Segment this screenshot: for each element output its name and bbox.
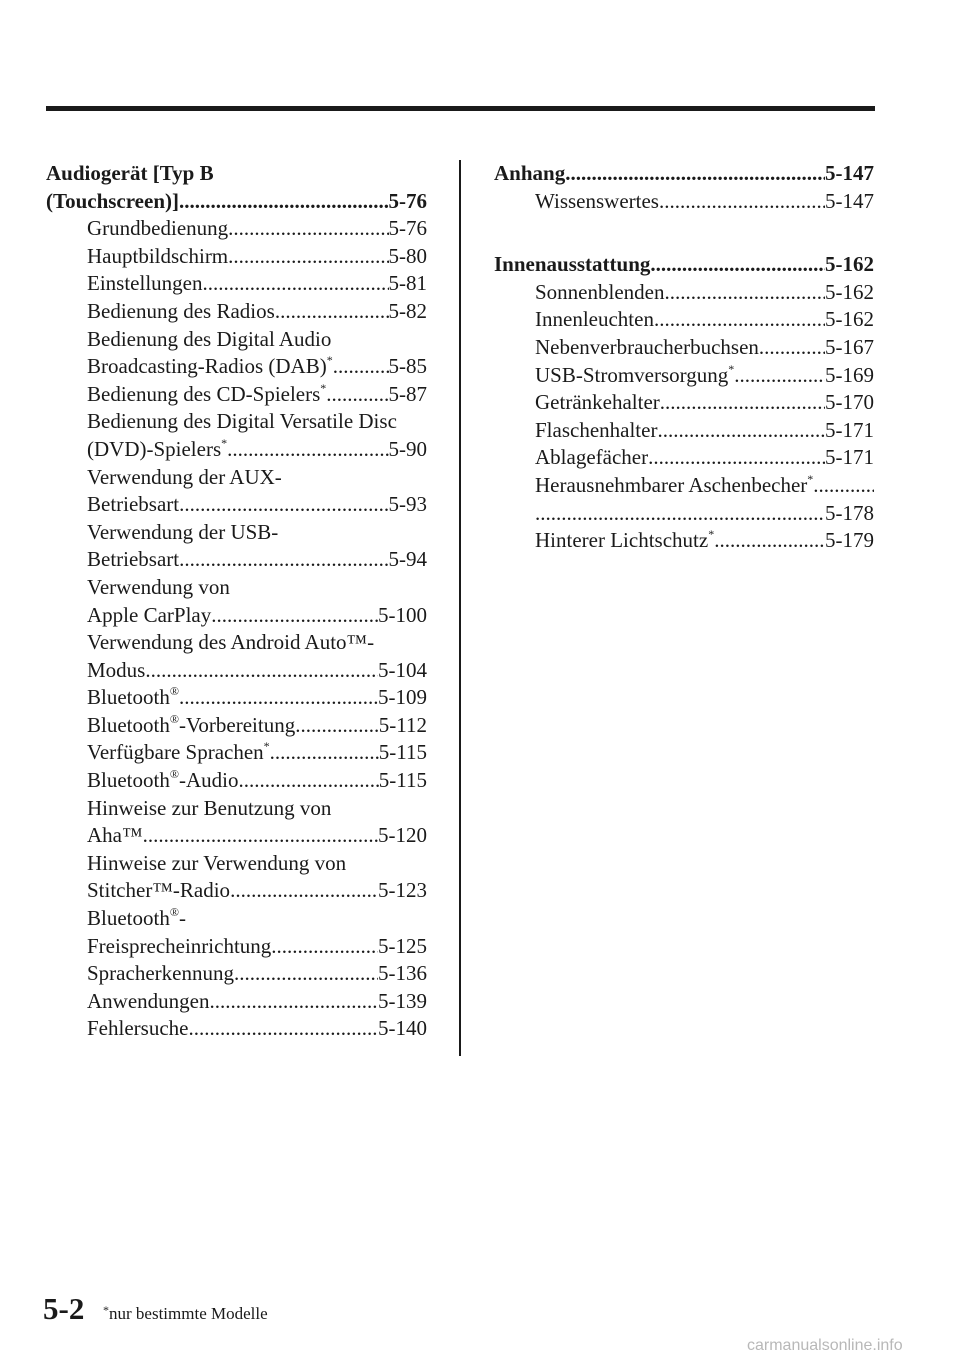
toc-entry-label: Hauptbildschirm	[87, 243, 229, 268]
page-ref: 5-139	[378, 988, 427, 1013]
page-ref: 5-136	[378, 961, 427, 986]
page-ref: 5-85	[388, 354, 427, 379]
toc-entry[interactable]	[46, 270, 427, 298]
toc-entry-label: Verfügbare Sprachen*	[87, 739, 270, 765]
toc-entry-label: Ablagefächer	[535, 445, 649, 470]
page-number: 5-2	[43, 1291, 85, 1326]
superscript-mark: *	[708, 527, 715, 542]
toc-entry-prefix: Hinweise zur Benutzung von	[87, 795, 332, 820]
toc-entry-label: Spracherkennung	[87, 961, 234, 986]
toc-entry[interactable]	[494, 279, 874, 307]
toc-entry[interactable]	[46, 491, 427, 519]
page-ref: 5-82	[388, 298, 427, 323]
toc-entry-label: Einstellungen	[87, 271, 203, 296]
superscript-mark: ®	[169, 684, 179, 699]
page-ref: 5-100	[378, 602, 427, 627]
toc-entry-label: USB-Stromversorgung*	[535, 361, 735, 387]
toc-entry-label: Betriebsart	[87, 547, 180, 572]
toc-entry-continuation	[494, 500, 874, 528]
toc-section-title[interactable]	[494, 160, 874, 188]
toc-entry[interactable]	[494, 417, 874, 445]
section-gap	[494, 215, 874, 251]
toc-entry-label: Getränkehalter	[535, 390, 660, 415]
page-ref: 5-90	[388, 436, 427, 461]
toc-entry[interactable]	[494, 306, 874, 334]
toc-entry[interactable]	[46, 933, 427, 961]
toc-entry[interactable]	[46, 353, 427, 381]
toc-left-column	[46, 160, 427, 1043]
page-ref: 5-76	[388, 216, 427, 241]
page-ref: 5-147	[825, 188, 874, 213]
toc-entry-label: Bluetooth®	[87, 684, 179, 710]
toc-entry[interactable]	[494, 527, 874, 555]
toc-entry[interactable]	[494, 188, 874, 216]
header-rule	[46, 106, 875, 111]
superscript-mark: ®	[169, 905, 179, 920]
toc-entry[interactable]	[46, 602, 427, 630]
toc-section-title-line[interactable]: (Touchscreen)] ..... 5-76	[46, 188, 427, 216]
page-ref: 5-169	[825, 362, 874, 387]
toc-entry-label: Freisprecheinrichtung	[87, 933, 272, 958]
toc-entry-label: Grundbedienung	[87, 216, 229, 241]
toc-entry[interactable]	[46, 739, 427, 767]
page-ref: 5-112	[378, 712, 427, 737]
page-ref: 5-115	[378, 768, 427, 793]
toc-entry[interactable]	[494, 334, 874, 362]
page-ref: 5-115	[378, 740, 427, 765]
toc-entry-label: Modus	[87, 657, 146, 682]
footnote: *nur bestimmte Modelle	[103, 1303, 268, 1323]
toc-entry-label: Fehlersuche	[87, 1016, 189, 1041]
page-ref: 5-162	[825, 307, 874, 332]
superscript-mark: *	[320, 380, 327, 395]
toc-entry-label: Apple CarPlay	[87, 602, 212, 627]
toc-entry[interactable]	[46, 298, 427, 326]
toc-entry[interactable]	[46, 712, 427, 740]
toc-entry[interactable]	[46, 1015, 427, 1043]
page-ref: 5-171	[825, 445, 874, 470]
toc-entry-label: Bedienung des CD-Spielers*	[87, 380, 327, 406]
page-ref: 5-120	[378, 823, 427, 848]
toc-entry[interactable]	[46, 546, 427, 574]
toc-entry-label: Sonnenblenden	[535, 279, 665, 304]
toc-section-title: Audiogerät [Typ B	[46, 161, 214, 185]
toc-entry[interactable]	[46, 877, 427, 905]
toc-entry-label: Bluetooth®-Vorbereitung	[87, 711, 296, 737]
toc-entry[interactable]	[46, 988, 427, 1016]
toc-entry-prefix: Bedienung des Digital Audio	[87, 326, 332, 351]
toc-entry-label: Nebenverbraucherbuchsen	[535, 334, 759, 359]
superscript-mark: *	[326, 353, 333, 368]
toc-entry-list	[46, 215, 427, 1043]
toc-entry-label: Herausnehmbarer Aschenbecher*	[535, 471, 814, 497]
page-ref: 5-93	[388, 492, 427, 517]
toc-entry-label: Anwendungen	[87, 988, 210, 1013]
toc-entry-prefix: Bedienung des Digital Versatile Disc	[87, 409, 397, 434]
toc-entry-label: (DVD)-Spielers*	[87, 435, 228, 461]
page-ref: 5-162	[825, 252, 874, 277]
toc-entry[interactable]	[46, 436, 427, 464]
page-ref: 5-178	[825, 500, 874, 525]
page-ref: 5-171	[825, 417, 874, 442]
toc-entry-prefix: Verwendung der USB-	[87, 519, 279, 544]
superscript-mark: ®	[169, 767, 179, 782]
toc-entry[interactable]	[46, 684, 427, 712]
toc-entry[interactable]	[46, 215, 427, 243]
toc-entry[interactable]	[46, 767, 427, 795]
toc-entry-label: Hinterer Lichtschutz*	[535, 527, 715, 553]
superscript-mark: *	[807, 471, 814, 486]
toc-entry[interactable]	[46, 657, 427, 685]
page-ref: 5-170	[825, 390, 874, 415]
toc-entry-prefix: Hinweise zur Verwendung von	[87, 850, 347, 875]
page-ref: 5-76	[388, 188, 427, 213]
toc-entry-label: Stitcher™-Radio	[87, 878, 231, 903]
superscript-mark: *	[221, 435, 228, 450]
toc-entry-label: Betriebsart	[87, 492, 180, 517]
toc-entry-prefix: Verwendung der AUX-	[87, 464, 282, 489]
page-ref: 5-125	[378, 933, 427, 958]
page-ref: 5-81	[388, 271, 427, 296]
page-ref: 5-87	[388, 381, 427, 406]
page-ref: 5-179	[825, 528, 874, 553]
toc-entry-prefix: Verwendung des Android Auto™-	[87, 630, 375, 655]
column-divider	[459, 160, 461, 1056]
page-ref: 5-109	[378, 685, 427, 710]
page-ref: 5-162	[825, 279, 874, 304]
page-ref: 5-140	[378, 1016, 427, 1041]
toc-entry-label: Aha™	[87, 823, 143, 848]
toc-section-label: Anhang	[494, 161, 566, 185]
superscript-mark: *	[263, 739, 270, 754]
toc-entry-label: Wissenswertes	[535, 188, 659, 213]
toc-entry-label: Flaschenhalter	[535, 417, 658, 442]
toc-entry[interactable]	[46, 381, 427, 409]
toc-entry[interactable]	[494, 362, 874, 390]
page-ref: 5-167	[825, 334, 874, 359]
page-ref: 5-80	[388, 243, 427, 268]
toc-entry[interactable]	[46, 822, 427, 850]
superscript-mark: *	[728, 361, 735, 376]
toc-section-label: Innenausstattung	[494, 252, 651, 277]
toc-entry-label: Innenleuchten	[535, 307, 654, 332]
page-ref: 5-94	[388, 547, 427, 572]
page-ref: 5-123	[378, 878, 427, 903]
toc-entry-prefix: Bluetooth®-	[87, 905, 186, 931]
toc-entry-label: Bedienung des Radios	[87, 298, 275, 323]
toc-right-column	[494, 160, 874, 555]
page-ref: 5-147	[825, 161, 874, 185]
watermark: carmanualsonline.info	[747, 1337, 903, 1354]
toc-entry[interactable]	[494, 389, 874, 417]
toc-entry[interactable]	[46, 960, 427, 988]
toc-entry[interactable]	[46, 243, 427, 271]
superscript-mark: ®	[169, 711, 179, 726]
toc-entry[interactable]	[494, 472, 874, 500]
page-ref: 5-104	[378, 657, 427, 682]
toc-entry-prefix: Verwendung von	[87, 574, 230, 599]
toc-entry-label: Bluetooth®-Audio	[87, 767, 239, 793]
toc-section-title[interactable]	[494, 251, 874, 279]
toc-entry[interactable]	[494, 444, 874, 472]
toc-entry-label: Broadcasting-Radios (DAB)*	[87, 353, 333, 379]
